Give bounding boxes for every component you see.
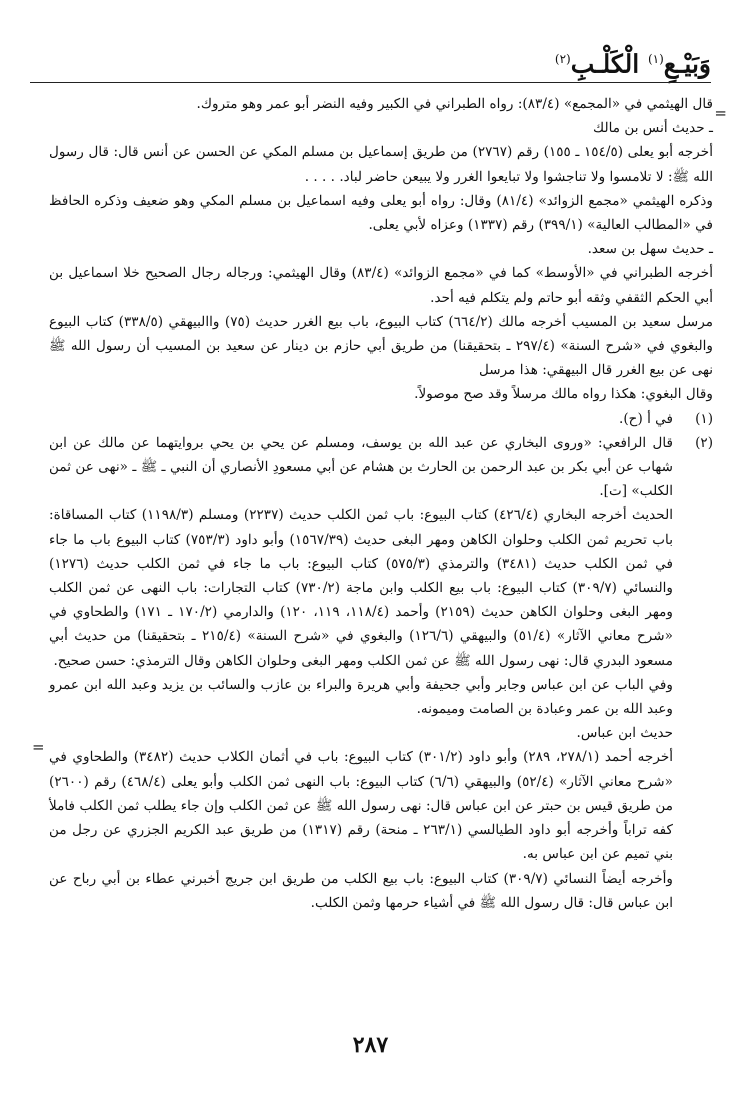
- footnote-paragraph: قال الرافعي: «وروى البخاري عن عبد الله بن يوسف، ومسلم عن يحي بن يحي بروايتهما عن مالك عن ابن شهاب عن أبي بكر بن عبد الرحمن بن الحارث بن هشام عن أبي مسعودِ الأنصاري أن النبي ـ ﷺ ـ «نهى عن ثمن الكلب» [ت].: [49, 434, 673, 500]
- footnote-body: [49, 431, 673, 915]
- footnote-paragraph: في أ (ح).: [619, 410, 673, 427]
- header-title-part1: وَبَيْـعِ: [663, 49, 711, 79]
- body-paragraph: قال الهيثمي في «المجمع» (٨٣/٤): رواه الطبراني في الكبير وفيه النضر أبو عمر وهو متروك.: [196, 96, 713, 112]
- header-rule: [30, 82, 711, 83]
- body-paragraph: أخرجه أبو يعلى (١٥٤/٥ ـ ١٥٥) رقم (٢٧٦٧) من طريق إسماعيل بن مسلم المكي عن الحسن عن أنس قال: قال رسول الله ﷺ: لا تلامسوا ولا تناجشوا ولا تبايعوا الغرر ولا يبيعن حاضر لباد. . . . .: [49, 144, 713, 185]
- body-paragraph: أخرجه الطبراني في «الأوسط» كما في «مجمع الزوائد» (٨٣/٤) وقال الهيثمي: ورجاله رجال الصحيح خلا اسماعيل بن أبي الحكم الثقفي وثقه أبو حاتم ولم يتكلم فيه أحد.: [49, 265, 713, 306]
- footnote-1: [49, 407, 713, 431]
- footnote-paragraph: الحديث أخرجه البخاري (٤٢٦/٤) كتاب البيوع: باب ثمن الكلب حديث (٢٢٣٧) ومسلم (١١٩٨/٣) كتاب المساقاة: باب تحريم ثمن الكلب وحلوان الكاهن ومهر البغى حديث (١٥٦٧/٣٩) وأبو داود (٧٥٣/٣) كتاب البيوع باب ما جاء في ثمن الكلب حديث (٣٤٨١) والترمذي (٥٧٥/٣) كتاب البيوع: باب ما جاء في ثمن الكلب حديث (١٢٧٦) والنسائي (٣٠٩/٧) كتاب البيوع: باب بيع الكلب وابن ماجة (٧٣٠/٢) كتاب التجارات: باب النهى عن ثمن الكلب ومهر البغى وحلوان الكاهن حديث (٢١٥٩) وأحمد (١١٨/٤، ١١٩، ١٢٠) والدارمي (١٧٠/٢ ـ ١٧١) والطحاوي في «شرح معاني الآثار» (٥١/٤) والبيهقي (١٢٦/٦) والبغوي في «شرح السنة» (٢١٥/٤ ـ بتحقيقنا) من حديث أبي مسعود البدري قال: نهى رسول الله ﷺ عن ثمن الكلب ومهر البغى وحلوان الكاهن وقال الترمذي: حسن صحيح.: [49, 507, 673, 669]
- page-number: ٢٨٧: [352, 1032, 389, 1058]
- continuation-mark-top: =: [714, 104, 727, 122]
- header-footnote-ref-2: (٢): [554, 52, 571, 66]
- continuation-mark-bottom: =: [32, 738, 45, 756]
- header-title-part2: الْكَلْـبِ: [570, 49, 640, 79]
- footnote-paragraph: حديث ابن عباس.: [576, 725, 673, 742]
- page-header: [555, 42, 711, 81]
- header-footnote-ref-1: (١): [647, 52, 664, 66]
- page-body: [49, 92, 713, 915]
- footnote-number: (١): [695, 410, 713, 427]
- footnote-paragraph: وفي الباب عن ابن عباس وجابر وأبي جحيفة وأبي هريرة والبراء بن عازب والسائب بن يزيد وعبد الله ابن عمرو وعبد الله بن عمر وعبادة بن الصامت وميمونه.: [49, 676, 673, 718]
- body-paragraph: ـ حديث سهل بن سعد.: [587, 241, 713, 258]
- body-paragraph: ـ حديث أنس بن مالك: [593, 120, 713, 137]
- footnote-number: (٢): [695, 434, 713, 451]
- body-paragraph: وقال البغوي: هكذا رواه مالك مرسلاً وقد صح موصولاً.: [414, 386, 713, 403]
- footnote-paragraph: وأخرجه أيضاً النسائي (٣٠٩/٧) كتاب البيوع: باب بيع الكلب من طريق ابن جريج أخبرني عطاء بن أبي رباح عن ابن عباس قال: قال رسول الله ﷺ في أشياء حرمها وثمن الكلب.: [49, 870, 673, 911]
- footnote-paragraph: أخرجه أحمد (٢٧٨/١، ٢٨٩) وأبو داود (٣٠١/٢) كتاب البيوع: باب في أثمان الكلاب حديث (٣٤٨٢) والطحاوي في «شرح معاني الآثار» (٥٢/٤) والبيهقي (٦/٦) كتاب البيوع: باب النهى ثمن الكلب وأبو يعلى (٤٦٨/٤) رقم (٢٦٠٠) من طريق قيس بن حبتر عن ابن عباس قال: نهى رسول الله ﷺ عن ثمن الكلب وإن جاء يطلب ثمن الكلب فاملأ كفه تراباً وأخرجه أبو داود الطيالسي (٢٦٣/١ ـ منحة) رقم (١٣١٧) من طريق عبد الكريم الجزري عن رجل من بني تميم عن ابن عباس به.: [49, 749, 674, 863]
- footnote-2: [49, 431, 713, 915]
- body-paragraph: وذكره الهيثمي «مجمع الزوائد» (٨١/٤) وقال: رواه أبو يعلى وفيه اسماعيل بن مسلم المكي وهو ضعيف وذكره الحافظ في «المطالب العالية» (٣٩٩/١) رقم (١٣٣٧) وعزاه لأبي يعلى.: [49, 192, 713, 234]
- body-paragraph: مرسل سعيد بن المسيب أخرجه مالك (٦٦٤/٢) كتاب البيوع، باب بيع الغرر حديث (٧٥) واالبيهقي (٣٣٨/٥) كتاب البيوع والبغوي في «شرح السنة» (٢٩٧/٤ ـ بتحقيقنا) من طريق أبي حازم بن دينار عن سعيد بن المسيب أن رسول الله ﷺ نهى عن بيع الغرر قال البيهقي: هذا مرسل: [49, 313, 714, 379]
- footnote-body: [49, 407, 673, 431]
